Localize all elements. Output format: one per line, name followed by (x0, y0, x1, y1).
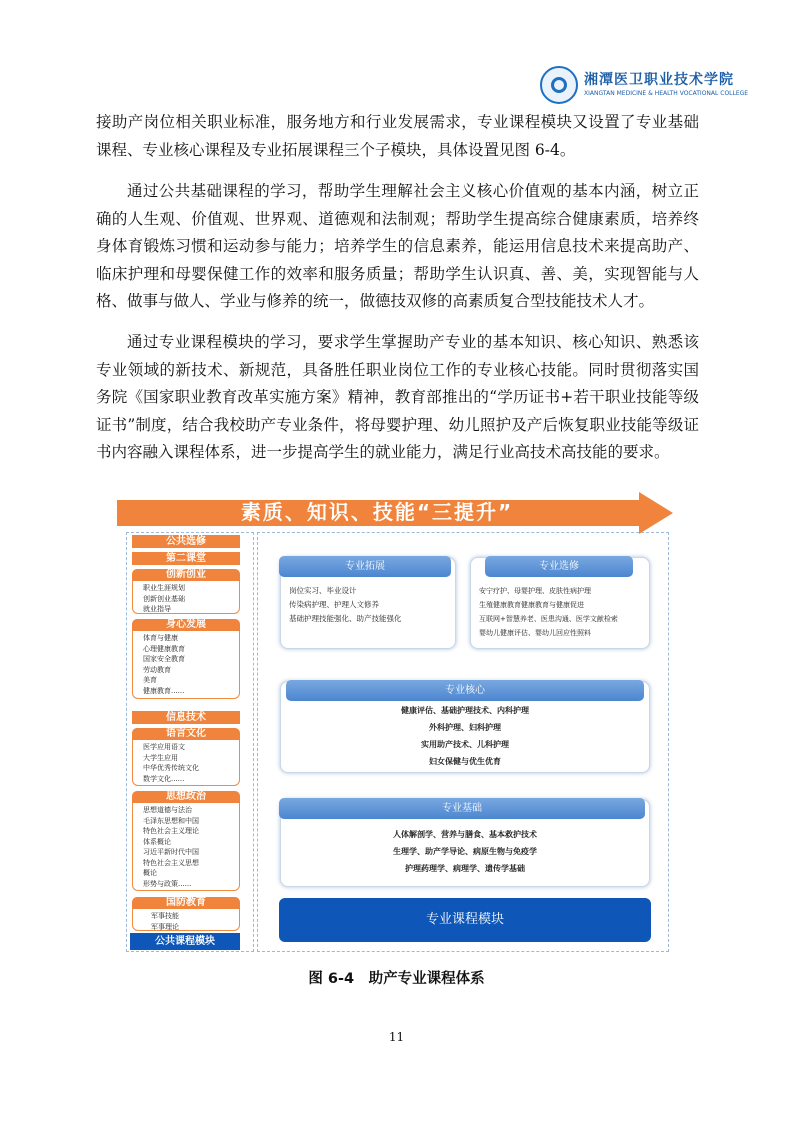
box-title: 创新创业 (132, 569, 240, 581)
box-title: 语言文化 (132, 728, 240, 740)
school-name-en: XIANGTAN MEDICINE & HEALTH VOCATIONAL COLLEGE (584, 90, 749, 97)
list-item: 习近平新时代中国 (143, 848, 199, 856)
professional-course-column (257, 532, 669, 952)
card-items (479, 584, 618, 640)
list-item: 生殖健康教育健康教育与健康促进 (479, 601, 584, 609)
list-item: 特色社会主义思想 (143, 858, 199, 867)
list-item: 概论 (143, 869, 157, 877)
card-professional-basic (280, 799, 650, 887)
list-item: 国家安全教育 (143, 655, 185, 663)
box-title: 身心发展 (132, 619, 240, 631)
box-language-culture (132, 728, 240, 786)
card-title: 专业选修 (485, 556, 633, 577)
list-item: 数学文化...... (143, 774, 185, 783)
box-items (143, 742, 235, 784)
school-name: 湘潭医卫职业技术学院 (584, 72, 734, 88)
tag-public-elective: 公共选修 (132, 535, 240, 548)
list-item: 外科护理、妇科护理 (429, 723, 501, 732)
box-physical-mental (132, 619, 240, 699)
box-innovation (132, 569, 240, 614)
list-item: 体系概论 (143, 837, 171, 846)
list-item: 心理健康教育 (143, 644, 185, 653)
page-number: 11 (388, 1030, 405, 1044)
box-title: 思想政治 (132, 791, 240, 803)
list-item: 护理药理学、病理学、遗传学基础 (405, 864, 525, 873)
box-national-defense (132, 897, 240, 931)
list-item: 创新创业基础 (143, 594, 185, 603)
box-items (143, 583, 235, 615)
list-item: 毛泽东思想和中国 (143, 816, 199, 825)
card-title: 专业基础 (279, 798, 645, 819)
list-item: 人体解剖学、营养与膳食、基本救护技术 (393, 830, 537, 839)
list-item: 中华优秀传统文化 (143, 764, 199, 772)
list-item: 职业生涯规划 (143, 584, 185, 592)
list-item: 妇女保健与优生优育 (429, 757, 501, 766)
header-logo (540, 66, 749, 108)
list-item: 实用助产技术、儿科护理 (421, 740, 509, 749)
list-item: 婴幼儿健康评估、婴幼儿回应性照料 (479, 629, 591, 637)
banner-title: 素质、知识、技能“三提升” (240, 500, 514, 524)
list-item: 基础护理技能强化、助产技能强化 (289, 614, 402, 623)
list-item: 思想道德与法治 (143, 806, 192, 814)
public-module-label: 公共课程模块 (130, 933, 240, 950)
list-item: 大学生应用 (143, 753, 178, 762)
box-items (143, 805, 235, 889)
card-professional-core (280, 681, 650, 773)
card-items (281, 702, 649, 770)
list-item: 劳动教育 (143, 665, 171, 674)
list-item: 互联网+智慧养老、医患沟通、医学文献检索 (479, 615, 618, 623)
professional-module-label: 专业课程模块 (279, 898, 651, 942)
box-items (143, 633, 235, 696)
paragraph-3: 通过专业课程模块的学习，要求学生掌握助产专业的基本知识、核心知识、熟悉该专业领域的新技术、新规范，具备胜任职业岗位工作的专业核心技能。同时贯彻落实国务院《国家职业教育改革实施方案》精神，教育部推出的“学历证书+若干职业技能等级证书”制度，结合我校助产专业条件，将母婴护理、幼儿照护及产后恢复职业技能等级证书内容融入课程体系，进一步提高学生的就业能力，满足行业高技术高技能的要求。 (96, 333, 699, 462)
list-item: 岗位实习、毕业设计 (289, 586, 357, 595)
list-item: 健康评估、基础护理技术、内科护理 (401, 706, 529, 715)
public-course-column (126, 532, 254, 952)
card-items (289, 584, 402, 626)
list-item: 军事理论 (151, 922, 179, 931)
card-title: 专业拓展 (279, 556, 451, 577)
curriculum-figure (117, 492, 673, 954)
list-item: 医学应用语文 (143, 743, 185, 751)
list-item: 就业指导 (143, 605, 171, 613)
list-item: 生理学、助产学导论、病原生物与免疫学 (393, 847, 537, 856)
card-items (281, 826, 649, 877)
banner-arrow (117, 492, 673, 534)
tag-information-tech: 信息技术 (132, 711, 240, 724)
list-item: 军事技能 (151, 912, 179, 920)
box-title: 国防教育 (132, 897, 240, 909)
list-item: 健康教育...... (143, 686, 185, 695)
tag-second-classroom: 第二课堂 (132, 552, 240, 565)
paragraph-1: 接助产岗位相关职业标准，服务地方和行业发展需求，专业课程模块又设置了专业基础课程、专业核心课程及专业拓展课程三个子模块，具体设置见图 6-4。 (96, 113, 699, 159)
box-items (151, 911, 235, 932)
list-item: 安宁疗护、母婴护理、皮肤性病护理 (479, 587, 591, 595)
list-item: 特色社会主义理论 (143, 827, 199, 835)
list-item: 美育 (143, 676, 157, 684)
college-logo-icon (540, 66, 578, 104)
paragraph-2: 通过公共基础课程的学习，帮助学生理解社会主义核心价值观的基本内涵，树立正确的人生观、价值观、世界观、道德观和法制观；帮助学生提高综合健康素质，培养终身体育锻炼习惯和运动参与能力；培养学生的信息素养，能运用信息技术来提高助产、临床护理和母婴保健工作的效率和服务质量；帮助学生认识真、善、美，实现智能与人格、做事与做人、学业与修养的统一，做德技双修的高素质复合型技能技术人才。 (96, 182, 699, 311)
box-ideology-politics (132, 791, 240, 891)
list-item: 形势与政策...... (143, 879, 192, 888)
figure-caption: 图 6-4 助产专业课程体系 (308, 971, 485, 987)
list-item: 体育与健康 (143, 634, 178, 642)
card-professional-elective (470, 557, 650, 649)
card-title: 专业核心 (286, 680, 644, 701)
card-professional-expansion (280, 557, 456, 649)
list-item: 传染病护理、护理人文修养 (289, 600, 379, 609)
